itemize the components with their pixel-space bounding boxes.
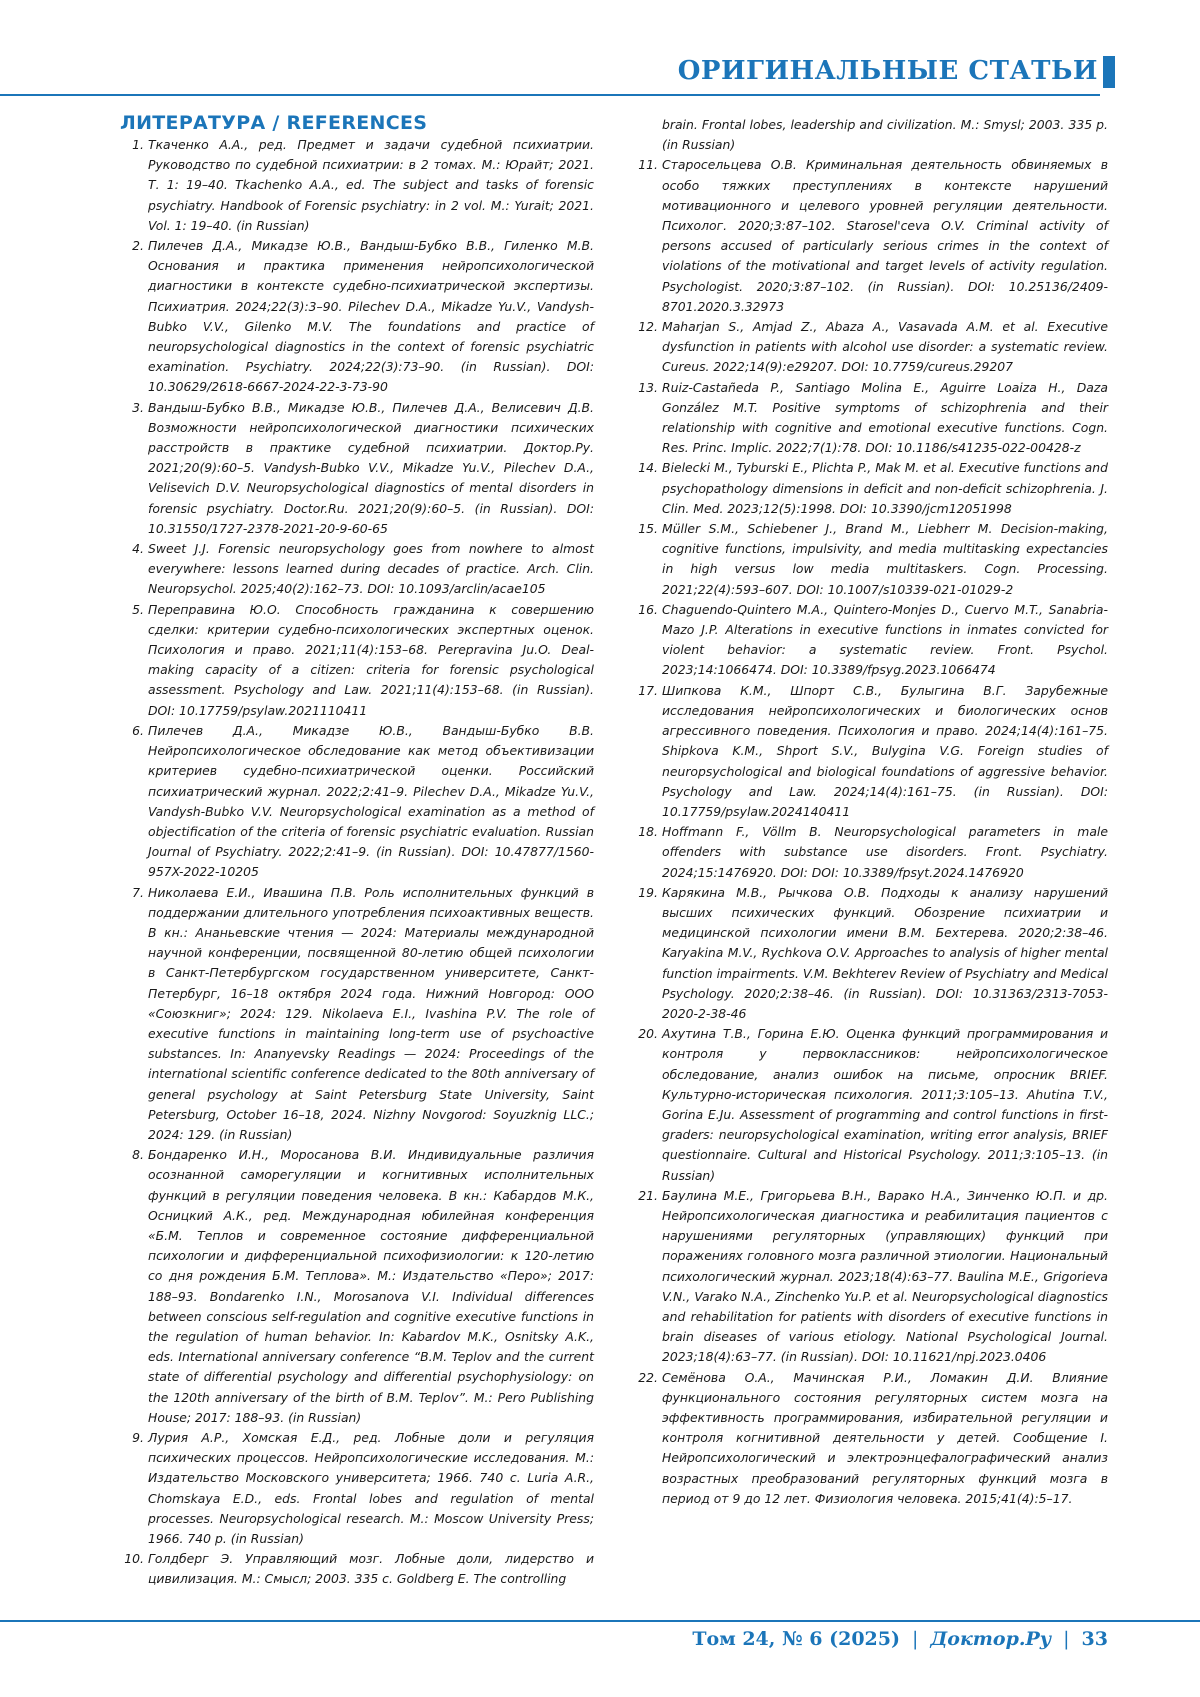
footer-separator: | xyxy=(1063,1628,1070,1650)
reference-number: 22. xyxy=(638,1369,658,1385)
footer-separator: | xyxy=(911,1628,919,1650)
reference-text: Бондаренко И.Н., Моросанова В.И. Индивидуальные различия осознанной саморегуляции и когнитивных исполнительных функций в регуляции поведения человека. В кн.: Кабардов М.К., Осницкий А.К., ред. Международная юбилейная конференция «Б.М. Теплов и современное состояние дифференциальной психологии и дифференциальной психофизиологии: к 120-летию со дня рождения Б.М. Теплова». М.: Издательство «Перо»; 2017: 188–93. Bondarenko I.N., Morosanova V.I. Individual differences between conscious self-regulation and cognitive executive functions in the regulation of human behavior. In: Kabardov M.K., Osnitsky A.K., eds. International anniversary conference “B.M. Teplov and the current state of differential psychology and differential psychophysiology: on the 120th anniversary of the birth of B.M. Teplov”. M.: Pero Publishing House; 2017: 188–93. (in Russian) xyxy=(148,1147,594,1425)
reference-text: Ruiz-Castañeda P., Santiago Molina E., Aguirre Loaiza H., Daza González M.T. Positive symptoms of schizophrenia and their relationship with cognitive and emotional executive functions. Cogn. Res. Princ. Implic. 2022;7(1):78. DOI: 10.1186/s41235-022-00428-z xyxy=(662,379,1108,456)
reference-text: Пилечев Д.А., Микадзе Ю.В., Вандыш-Бубко В.В. Нейропсихологическое обследование как метод объективизации критериев судебно-психиатрической оценки. Российский психиатрический журнал. 2022;2:41–9. Pilechev D.A., Mikadze Yu.V., Vandysh-Bubko V.V. Neuropsychological examination as a method of objectification of the criteria of forensic psychiatric evaluation. Russian Journal of Psychiatry. 2022;2:41–9. (in Russian). DOI: 10.47877/1560-957X-2022-10205 xyxy=(148,722,594,880)
reference-item xyxy=(124,1428,594,1549)
reference-number: 16. xyxy=(638,601,658,617)
reference-number: 17. xyxy=(638,682,658,698)
reference-text: Старосельцева О.В. Криминальная деятельность обвиняемых в особо тяжких преступлениях в контексте нарушений мотивационного и целевого уровней регуляции деятельности. Психолог. 2020;3:87–102. Starosel'ceva O.V. Criminal activity of persons accused of particularly serious crimes in the context of violations of the motivational and target levels of activity regulation. Psychologist. 2020;3:87–102. (in Russian). DOI: 10.25136/2409-8701.2020.3.32973 xyxy=(662,157,1108,314)
reference-item xyxy=(638,1186,1108,1368)
reference-number: 1. xyxy=(132,137,144,152)
page-footer xyxy=(692,1628,1108,1650)
reference-number: 3. xyxy=(132,399,144,415)
reference-number: 9. xyxy=(132,1430,144,1445)
footer-journal: Доктор.Ру xyxy=(930,1628,1052,1650)
reference-item xyxy=(638,883,1108,1024)
reference-text: Hoffmann F., Völlm B. Neuropsychological parameters in male offenders with substance use disorders. Front. Psychiatry. 2024;15:1476920. DOI: DOI: 10.3389/fpsyt.2024.1476920 xyxy=(662,824,1108,880)
reference-text: Sweet J.J. Forensic neuropsychology goes from nowhere to almost everywhere: lessons learned during decades of practice. Arch. Clin. Neuropsychol. 2025;40(2):162–73. DOI: 10.1093/arclin/acae105 xyxy=(148,541,594,597)
reference-text: Bielecki M., Tyburski E., Plichta P., Mak M. et al. Executive functions and psychopathology dimensions in deficit and non-deficit schizophrenia. J. Clin. Med. 2023;12(5):1998. DOI: 10.3390/jcm12051998 xyxy=(662,460,1108,516)
bottom-rule xyxy=(0,1620,1200,1622)
reference-number: 2. xyxy=(132,238,144,254)
reference-item xyxy=(638,1024,1108,1186)
reference-text: Шипкова К.М., Шпорт С.В., Булыгина В.Г. Зарубежные исследования нейропсихологических и биологических основ агрессивного поведения. Психология и право. 2024;14(4):161–75. Shipkova K.M., Shport S.V., Bulygina V.G. Foreign studies of neuropsychological and biological foundations of aggressive behavior. Psychology and Law. 2024;14(4):161–75. (in Russian). DOI: 10.17759/psylaw.2024140411 xyxy=(662,682,1108,819)
reference-text: Лурия А.Р., Хомская Е.Д., ред. Лобные доли и регуляция психических процессов. Нейропсихологические исследования. М.: Издательство Московского университета; 1966. 740 с. Luria A.R., Chomskaya E.D., eds. Frontal lobes and regulation of mental processes. Neuropsychological research. M.: Moscow University Press; 1966. 740 p. (in Russian) xyxy=(148,1430,594,1547)
reference-item xyxy=(638,317,1108,378)
reference-text: Müller S.M., Schiebener J., Brand M., Liebherr M. Decision-making, cognitive functions, impulsivity, and media multitasking expectancies in high versus low media multitaskers. Cogn. Processing. 2021;22(4):593–607. DOI: 10.1007/s10339-021-01029-2 xyxy=(662,521,1108,597)
reference-number: 4. xyxy=(132,541,144,557)
reference-item xyxy=(638,155,1108,317)
right-reference-list xyxy=(638,155,1108,1509)
reference-item xyxy=(124,600,594,721)
reference-number: 19. xyxy=(638,884,658,900)
reference-number: 8. xyxy=(132,1147,144,1163)
reference-text: Maharjan S., Amjad Z., Abaza A., Vasavada A.M. et al. Executive dysfunction in patients with alcohol use disorder: a systematic review. Cureus. 2022;14(9):e29207. DOI: 10.7759/cureus.29207 xyxy=(662,319,1108,375)
reference-item xyxy=(638,458,1108,519)
reference-item xyxy=(638,681,1108,822)
reference-item xyxy=(124,721,594,883)
section-bar xyxy=(1103,56,1115,88)
left-reference-list xyxy=(124,135,594,1590)
reference-item xyxy=(638,600,1108,681)
section-header: ОРИГИНАЛЬНЫЕ СТАТЬИ xyxy=(677,56,1098,86)
reference-item xyxy=(124,883,594,1146)
footer-volume: Том 24, № 6 (2025) xyxy=(692,1628,900,1650)
reference-text: Карякина М.В., Рычкова О.В. Подходы к анализу нарушений высших психических функций. Обозрение психиатрии и медицинской психологии имени В.М. Бехтерева. 2020;2:38–46. Karyakina M.V., Rychkova O.V. Approaches to analysis of higher mental function impairments. V.M. Bekhterev Review of Psychiatry and Medical Psychology. 2020;2:38–46. (in Russian). DOI: 10.31363/2313-7053-2020-2-38-46 xyxy=(662,884,1108,1021)
reference-item xyxy=(124,1145,594,1428)
reference-number: 11. xyxy=(638,157,658,173)
footer-page-number: 33 xyxy=(1081,1628,1108,1650)
reference-number: 12. xyxy=(638,319,658,335)
reference-number: 10. xyxy=(124,1551,144,1567)
reference-number: 5. xyxy=(132,601,144,617)
reference-text: Семёнова О.А., Мачинская Р.И., Ломакин Д.И. Влияние функционального состояния регуляторных систем мозга на эффективность программирования, избирательной регуляции и контроля когнитивной деятельности у детей. Сообщение I. Нейропсихологический и электроэнцефалографический анализ возрастных преобразований регуляторных функций мозга в период от 9 до 12 лет. Физиология человека. 2015;41(4):5–17. xyxy=(662,1369,1108,1506)
reference-text: Голдберг Э. Управляющий мозг. Лобные доли, лидерство и цивилизация. М.: Смысл; 2003. 335 с. Goldberg E. The controlling xyxy=(148,1551,594,1587)
reference-text: Переправина Ю.О. Способность гражданина к совершению сделки: критерии судебно-психологических экспертных оценок. Психология и право. 2021;11(4):153–68. Perepravina Ju.O. Deal-making capacity of a citizen: criteria for forensic psychological assessment. Psychology and Law. 2021;11(4):153–68. (in Russian). DOI: 10.17759/psylaw.2021110411 xyxy=(148,601,594,718)
reference-number: 14. xyxy=(638,460,658,476)
reference-item xyxy=(124,1549,594,1589)
reference-number: 6. xyxy=(132,722,144,738)
reference-number: 21. xyxy=(638,1187,658,1203)
reference-number: 13. xyxy=(638,379,658,395)
references-title: ЛИТЕРАТУРА / REFERENCES xyxy=(120,112,428,134)
reference-text: Николаева Е.И., Ивашина П.В. Роль исполнительных функций в поддержании длительного употребления психоактивных веществ. В кн.: Ананьевские чтения — 2024: Материалы международной научной конференции, посвященной 80-летию общей психологии в Санкт-Петербургском государственном университете, Санкт-Петербург, 16–18 октября 2024 года. Нижний Новгород: ООО «Союзкниг»; 2024: 129. Nikolaeva E.I., Ivashina P.V. The role of executive functions in maintaining long-term use of psychoactive substances. In: Ananyevsky Readings — 2024: Proceedings of the international scientific conference dedicated to the 80th anniversary of general psychology at Saint Petersburg State University, Saint Petersburg, October 16–18, 2024. Nizhny Novgorod: Soyuzknig LLC.; 2024: 129. (in Russian) xyxy=(148,884,594,1142)
reference-item xyxy=(124,398,594,539)
reference-number: 15. xyxy=(638,521,658,537)
reference-item xyxy=(124,135,594,236)
top-rule xyxy=(0,94,1100,96)
reference-number: 18. xyxy=(638,824,658,840)
reference-text: Chaguendo-Quintero M.A., Quintero-Monjes D., Cuervo M.T., Sanabria-Mazo J.P. Alterations in executive functions in inmates convicted for violent behavior: a systematic review. Front. Psychol. 2023;14:1066474. DOI: 10.3389/fpsyg.2023.1066474 xyxy=(662,601,1108,678)
reference-item xyxy=(638,519,1108,600)
reference-text: Ткаченко А.А., ред. Предмет и задачи судебной психиатрии. Руководство по судебной психиатрии: в 2 томах. М.: Юрайт; 2021. Т. 1: 19–40. Tkachenko A.A., ed. The subject and tasks of forensic psychiatry. Handbook of Forensic psychiatry: in 2 vol. M.: Yurait; 2021. Vol. 1: 19–40. (in Russian) xyxy=(148,137,594,233)
reference-item xyxy=(638,1368,1108,1509)
reference-item xyxy=(638,822,1108,883)
reference-text: Баулина М.Е., Григорьева В.Н., Варако Н.А., Зинченко Ю.П. и др. Нейропсихологическая диагностика и реабилитация пациентов с нарушениями регуляторных (управляющих) функций при поражениях головного мозга различной этиологии. Национальный психологический журнал. 2023;18(4):63–77. Baulina M.E., Grigorieva V.N., Varako N.A., Zinchenko Yu.P. et al. Neuropsychological diagnostics and rehabilitation for patients with disorders of executive functions in brain diseases of various etiology. National Psychological Journal. 2023;18(4):63–77. (in Russian). DOI: 10.11621/npj.2023.0406 xyxy=(662,1187,1108,1365)
reference-text: Пилечев Д.А., Микадзе Ю.В., Вандыш-Бубко В.В., Гиленко М.В. Основания и практика применения нейропсихологической диагностики в контексте судебно-психиатрической экспертизы. Психиатрия. 2024;22(3):3–90. Pilechev D.A., Mikadze Yu.V., Vandysh-Bubko V.V., Gilenko M.V. The foundations and practice of neuropsychological diagnostics in the context of forensic psychiatric examination. Psychiatry. 2024;22(3):73–90. (in Russian). DOI: 10.30629/2618-6667-2024-22-3-73-90 xyxy=(148,238,594,395)
right-column xyxy=(638,115,1108,1509)
reference-item xyxy=(124,236,594,398)
reference-number: 7. xyxy=(132,884,144,900)
reference-item xyxy=(124,539,594,600)
reference-text: Ахутина Т.В., Горина Е.Ю. Оценка функций программирования и контроля у первоклассников: нейропсихологическое обследование, анализ ошибок на письме, опросник BRIEF. Культурно-историческая психология. 2011;3:105–13. Ahutina T.V., Gorina E.Ju. Assessment of programming and control functions in first-graders: neuropsychological examination, writing error analysis, BRIEF questionnaire. Cultural and Historical Psychology. 2011;3:105–13. (in Russian) xyxy=(662,1026,1108,1183)
left-column xyxy=(124,135,594,1590)
reference-number: 20. xyxy=(638,1026,658,1042)
reference-continuation-text: brain. Frontal lobes, leadership and civilization. M.: Smysl; 2003. 335 p. (in Russian) xyxy=(662,117,1108,153)
reference-item xyxy=(638,378,1108,459)
reference-continuation xyxy=(638,115,1108,155)
reference-text: Вандыш-Бубко В.В., Микадзе Ю.В., Пилечев Д.А., Велисевич Д.В. Возможности нейропсихологической диагностики психических расстройств в практике судебной психиатрии. Доктор.Ру. 2021;20(9):60–5. Vandysh-Bubko V.V., Mikadze Yu.V., Pilechev D.A., Velisevich D.V. Neuropsychological diagnostics of mental disorders in forensic psychiatry. Doctor.Ru. 2021;20(9):60–5. (in Russian). DOI: 10.31550/1727-2378-2021-20-9-60-65 xyxy=(148,399,594,536)
